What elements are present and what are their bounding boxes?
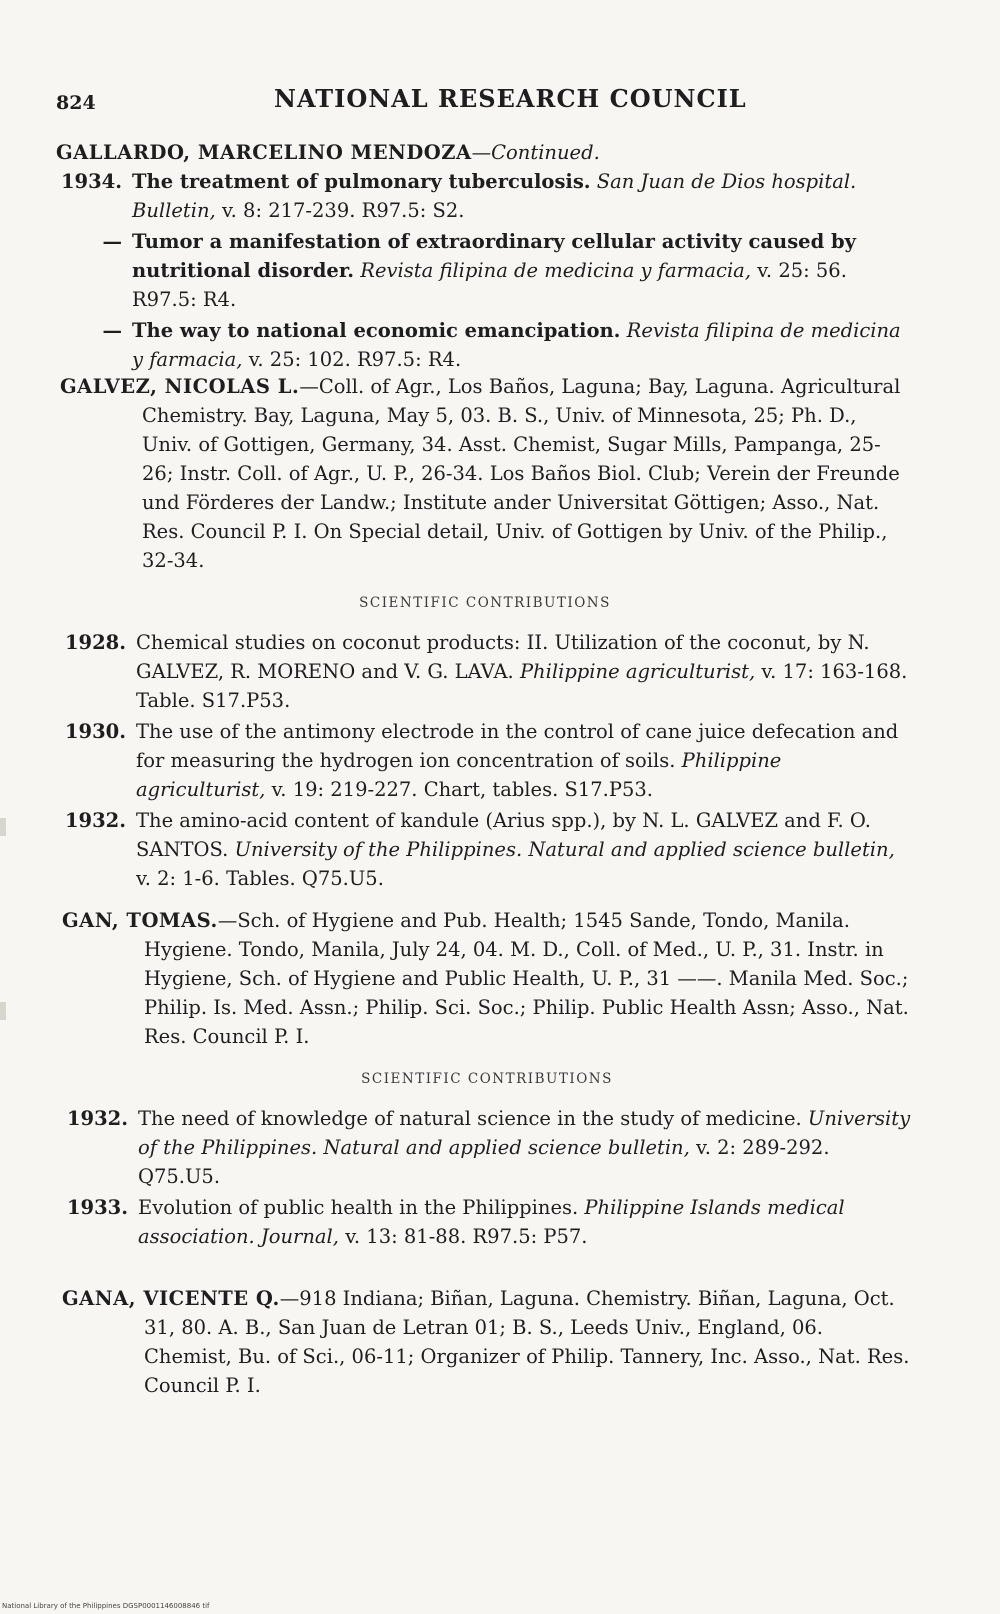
entry-gana [62, 1284, 914, 1400]
contribution-details: v. 2: 1-6. Tables. Q75.U5. [136, 867, 384, 890]
contribution-source: University of the Philippines. Natural and applied science bulletin, [138, 1107, 911, 1159]
contribution-year: 1934. [60, 170, 122, 193]
contribution-source: Philippine agriculturist, [136, 749, 782, 801]
contribution-year: 1928. [64, 631, 126, 654]
contribution-source: San Juan de Dios hospital. Bulletin, [132, 170, 857, 222]
contribution-title: Evolution of public health in the Philippines. [138, 1196, 579, 1219]
contribution-title: The need of knowledge of natural science in the study of medicine. [138, 1107, 802, 1130]
contribution-year: 1933. [66, 1196, 128, 1219]
entry-bio [62, 906, 912, 1051]
entry-galvez [60, 372, 910, 895]
contribution-details: v. 13: 81-88. R97.5: P57. [345, 1225, 588, 1248]
contribution-title: The use of the antimony electrode in the control of cane juice defecation and for measuring the hydrogen ion concentration of soils. [136, 720, 899, 772]
contribution-text [136, 806, 910, 893]
contribution-item [56, 227, 912, 314]
contribution-text [132, 227, 912, 314]
contribution-year: 1932. [66, 1107, 128, 1130]
contribution-text [136, 717, 910, 804]
contribution-text [138, 1193, 912, 1251]
entry-bio-text: —918 Indiana; Biñan, Laguna. Chemistry. Biñan, Laguna, Oct. 31, 80. A. B., San Juan de Letran 01; B. S., Leeds Univ., England, 06. Chemist, Bu. of Sci., 06-11; Organizer of Philip. Tannery, Inc. Asso., Nat. Res. Council P. I. [144, 1287, 910, 1397]
entry-bio-text: —Coll. of Agr., Los Baños, Laguna; Bay, Laguna. Agricultural Chemistry. Bay, Laguna, May 5, 03. B. S., Univ. of Minnesota, 25; Ph. D., Univ. of Gottigen, Germany, 34. Asst. Chemist, Sugar Mills, Pampanga, 25-26; Instr. Coll. of Agr., U. P., 26-34. Los Baños Biol. Club; Verein der Freunde und Förderes der Landw.; Institute ander Universitat Göttigen; Asso., Nat. Res. Council P. I. On Special detail, Univ. of Gottigen by Univ. of the Philip., 32-34. [142, 375, 901, 572]
entry-gallardo [56, 138, 912, 376]
entry-name: GALLARDO, MARCELINO MENDOZA [56, 141, 472, 164]
contribution-item [60, 628, 910, 715]
contribution-year: 1932. [64, 809, 126, 832]
contribution-details: v. 25: 56. R97.5: R4. [132, 259, 847, 311]
entry-name: GANA, VICENTE Q. [62, 1287, 280, 1310]
entry-name: GAN, TOMAS. [62, 909, 218, 932]
contribution-details: v. 19: 219-227. Chart, tables. S17.P53. [271, 778, 653, 801]
page-number: 824 [56, 92, 96, 114]
contribution-details: v. 2: 289-292. Q75.U5. [138, 1136, 830, 1188]
contribution-title: The treatment of pulmonary tuberculosis. [132, 170, 591, 193]
contribution-text [132, 167, 912, 225]
entry-gan [62, 906, 912, 1253]
page-header [56, 84, 936, 124]
contribution-title: Tumor a manifestation of extraordinary cellular activity caused by nutritional disorder. [132, 230, 856, 282]
scan-artifact [0, 818, 6, 836]
contribution-title: The way to national economic emancipation. [132, 319, 621, 342]
contribution-details: v. 17: 163-168. Table. S17.P53. [136, 660, 908, 712]
entry-name: GALVEZ, NICOLAS L. [60, 375, 300, 398]
entry-heading [56, 138, 912, 167]
contribution-item [62, 1193, 912, 1251]
contribution-item [60, 806, 910, 893]
entry-bio-text: —Sch. of Hygiene and Pub. Health; 1545 Sande, Tondo, Manila. Hygiene. Tondo, Manila, July 24, 04. M. D., Coll. of Med., U. P., 31. Instr. in Hygiene, Sch. of Hygiene and Public Health, U. P., 31 ——. Manila Med. Soc.; Philip. Is. Med. Assn.; Philip. Sci. Soc.; Philip. Public Health Assn; Asso., Nat. Res. Council P. I. [144, 909, 909, 1048]
contribution-source: Revista filipina de medicina y farmacia, [132, 319, 901, 371]
section-title: SCIENTIFIC CONTRIBUTIONS [359, 595, 611, 611]
contribution-details: v. 8: 217-239. R97.5: S2. [221, 199, 465, 222]
contribution-title: The amino-acid content of kandule (Arius spp.), by N. L. GALVEZ and F. O. SANTOS. [136, 809, 871, 861]
entry-bio [62, 1284, 914, 1400]
running-head: NATIONAL RESEARCH COUNCIL [274, 84, 747, 113]
contribution-title: Chemical studies on coconut products: II. Utilization of the coconut, by N. GALVEZ, R. MORENO and V. G. LAVA. [136, 631, 870, 683]
entry-bio [60, 372, 910, 575]
contribution-text [136, 628, 910, 715]
contribution-item [62, 1104, 912, 1191]
contribution-dash: — [102, 230, 122, 253]
section-title: SCIENTIFIC CONTRIBUTIONS [361, 1071, 613, 1087]
continued-label: —Continued. [471, 141, 600, 164]
contribution-source: Philippine agriculturist, [519, 660, 756, 683]
contribution-item [56, 316, 912, 374]
scan-artifact [0, 1002, 6, 1020]
contribution-source: University of the Philippines. Natural and applied science bulletin, [234, 838, 895, 861]
contribution-dash: — [102, 319, 122, 342]
contribution-text [132, 316, 912, 374]
contribution-year: 1930. [64, 720, 126, 743]
contribution-source: Revista filipina de medicina y farmacia, [360, 259, 752, 282]
contribution-item [56, 167, 912, 225]
contribution-source: Philippine Islands medical association. Journal, [138, 1196, 845, 1248]
contribution-details: v. 25: 102. R97.5: R4. [248, 348, 462, 371]
contribution-item [60, 717, 910, 804]
contribution-text [138, 1104, 912, 1191]
scan-footer: National Library of the Philippines DGSP0001146008846 tif [2, 1602, 210, 1610]
